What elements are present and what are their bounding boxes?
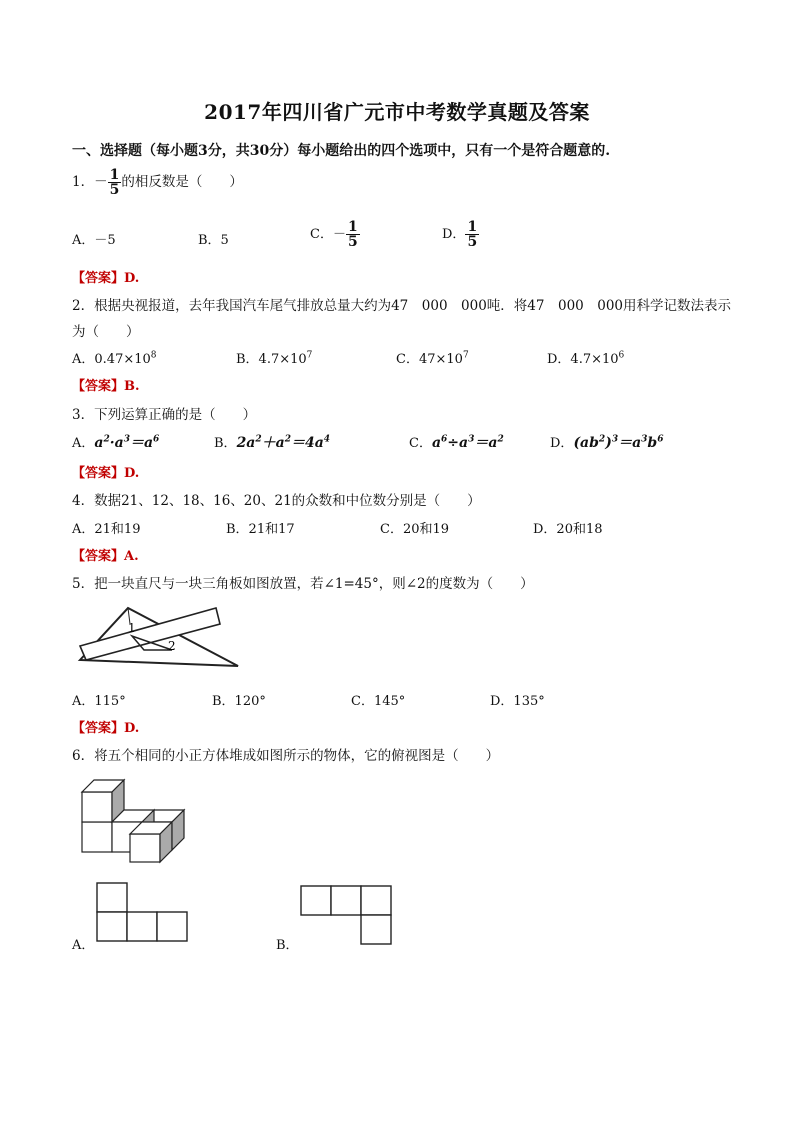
section-heading: 一、选择题（每小题3分，共30分）每小题给出的四个选项中，只有一个是符合题意的. [72, 143, 611, 159]
grid-a-cell-bottom-1 [97, 912, 127, 941]
q1-prefix: 1．－ [72, 174, 108, 190]
q1-option-d [442, 220, 479, 249]
q5-option-b: B．120° [212, 694, 266, 709]
q1-option-a: A．－5 [72, 233, 116, 248]
q5-option-d: D．135° [490, 694, 545, 709]
angle-1-label: 1 [128, 621, 136, 635]
q3-option-d [550, 432, 663, 452]
q4-option-d: D．20和18 [533, 522, 603, 537]
q1-fraction-numerator: 1 [109, 167, 120, 183]
q3-stem: 3．下列运算正确的是（ ） [72, 407, 257, 423]
q2-option-c [396, 348, 469, 367]
q2-option-b-exponent: 7 [306, 350, 313, 361]
grid-b-cell-top-2 [331, 886, 361, 915]
q1-option-c-denominator: 5 [347, 234, 358, 250]
cube-front-right [130, 834, 160, 862]
q3-option-d-formula: $(ab^2)^3=a^3b^6$ [573, 434, 664, 451]
q3-option-c [409, 432, 504, 452]
grid-b-cell-bottom [361, 915, 391, 944]
q1-option-c-label: C．－ [310, 227, 346, 242]
q1-fraction [108, 168, 122, 197]
grid-a-cell-bottom-3 [157, 912, 187, 941]
q2-option-b [236, 348, 312, 367]
q2-option-d-text: D．4.7×10 [547, 352, 619, 367]
grid-a-cell-top [97, 883, 127, 912]
q5-stem: 5．把一块直尺与一块三角板如图放置，若∠1=45°，则∠2的度数为（ ） [72, 576, 534, 592]
grid-b-cell-top-1 [301, 886, 331, 915]
q2-option-a-exponent: 8 [150, 350, 157, 361]
q4-option-c: C．20和19 [380, 522, 450, 537]
grid-a-cell-bottom-2 [127, 912, 157, 941]
ruler-outline [80, 608, 220, 660]
q4-stem: 4．数据21、12、18、16、20、21的众数和中位数分别是（ ） [72, 493, 481, 509]
q1-answer: 【答案】D. [72, 271, 140, 286]
q2-stem-line2: 为（ ） [72, 324, 140, 340]
q3-option-a-formula: $a^2\cdot a^3=a^6$ [94, 434, 160, 451]
cube-front-bottom-left [82, 822, 112, 852]
q3-option-a [72, 432, 159, 452]
q6-option-a-label: A． [72, 938, 95, 953]
q2-option-d [547, 348, 624, 367]
q2-option-c-text: C．47×10 [396, 352, 463, 367]
q5-answer: 【答案】D. [72, 721, 140, 736]
q1-option-c-fraction [346, 220, 360, 249]
q6-option-b-label: B． [276, 938, 299, 953]
q5-option-c: C．145° [351, 694, 406, 709]
q3-option-b-formula: $2a^2+a^2=4a^4$ [236, 434, 331, 451]
page-title: 2017年四川省广元市中考数学真题及答案 [204, 100, 590, 124]
angle-2-label: 2 [168, 639, 176, 653]
cube-front-top-left [82, 792, 112, 822]
q2-option-a-text: A．0.47×10 [72, 352, 151, 367]
q6-option-a-grid [96, 882, 188, 942]
q3-option-b-label: B． [214, 436, 237, 451]
q3-option-a-label: A． [72, 436, 95, 451]
q2-option-d-exponent: 6 [618, 350, 625, 361]
q3-answer: 【答案】D. [72, 466, 140, 481]
q1-suffix: 的相反数是（ ） [121, 174, 243, 190]
q2-answer: 【答案】B. [72, 379, 140, 394]
q2-option-c-exponent: 7 [462, 350, 469, 361]
question-1 [72, 168, 243, 197]
q1-option-d-label: D． [442, 227, 466, 242]
q1-option-d-denominator: 5 [467, 234, 478, 250]
q1-option-c [310, 220, 360, 249]
q3-option-c-label: C． [409, 436, 432, 451]
grid-b-cell-top-3 [361, 886, 391, 915]
q2-option-a [72, 348, 157, 367]
q1-option-c-numerator: 1 [347, 219, 358, 235]
q3-option-c-formula: $a^6\div a^3=a^2$ [431, 434, 504, 451]
q6-stem: 6．将五个相同的小正方体堆成如图所示的物体，它的俯视图是（ ） [72, 748, 500, 764]
q6-option-b-grid [300, 885, 392, 945]
ruler-triangle-figure [76, 598, 242, 670]
q4-answer: 【答案】A. [72, 549, 139, 564]
q2-stem-line1: 2．根据央视报道，去年我国汽车尾气排放总量大约为47 000 000吨．将47 000 000用科学记数法表示 [72, 298, 732, 314]
q1-option-d-numerator: 1 [467, 219, 478, 235]
q5-option-a: A．115° [72, 694, 126, 709]
q1-option-d-fraction [465, 220, 479, 249]
q2-option-b-text: B．4.7×10 [236, 352, 307, 367]
q1-option-b: B．5 [198, 233, 229, 248]
q4-option-a: A．21和19 [72, 522, 141, 537]
q3-option-d-label: D． [550, 436, 574, 451]
q4-option-b: B．21和17 [226, 522, 295, 537]
cube-stack-figure [76, 776, 188, 862]
q1-fraction-denominator: 5 [109, 182, 120, 198]
q3-option-b [214, 432, 330, 452]
